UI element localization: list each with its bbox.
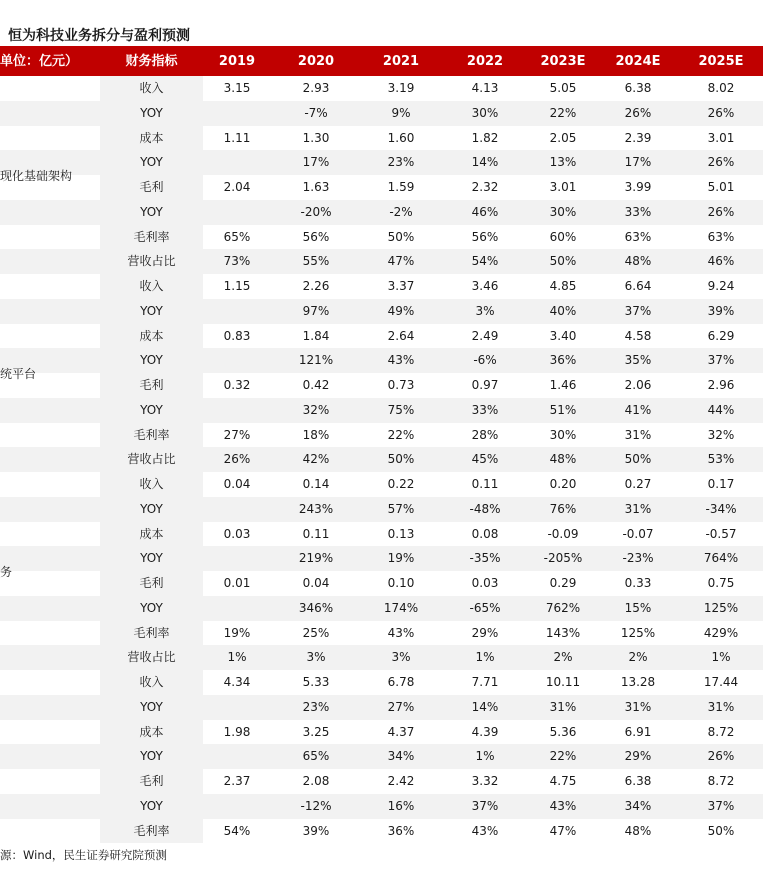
value-cell: -0.57 bbox=[705, 526, 737, 541]
value-cell: 10.11 bbox=[545, 675, 581, 689]
value-cell: 0.29 bbox=[549, 576, 577, 590]
value-cell: 0.04 bbox=[223, 477, 251, 491]
table-row bbox=[0, 398, 763, 423]
value-cell: 2.05 bbox=[549, 130, 577, 145]
year-header: 2023E bbox=[540, 54, 586, 69]
table-row bbox=[0, 819, 763, 844]
value-cell: 4.85 bbox=[549, 279, 577, 293]
value-cell: 50% bbox=[707, 823, 735, 838]
value-cell: 14% bbox=[471, 155, 499, 170]
value-cell: 3% bbox=[475, 303, 495, 318]
table-row bbox=[0, 126, 763, 151]
metric-cell: 毛利率 bbox=[100, 621, 203, 646]
value-cell: 4.75 bbox=[549, 774, 577, 788]
value-cell: 47% bbox=[549, 823, 577, 838]
table-row bbox=[0, 348, 763, 373]
value-cell: 22% bbox=[549, 105, 577, 120]
value-cell: 0.32 bbox=[223, 378, 251, 392]
value-cell: 3.25 bbox=[302, 724, 330, 739]
value-cell: -7% bbox=[304, 105, 328, 120]
value-cell: 0.11 bbox=[471, 477, 499, 491]
value-cell: 125% bbox=[703, 600, 739, 615]
value-cell: 33% bbox=[624, 204, 652, 219]
table-row bbox=[0, 423, 763, 448]
metric-cell: 成本 bbox=[100, 720, 203, 745]
value-cell: -34% bbox=[705, 501, 737, 516]
value-cell: 31% bbox=[624, 501, 652, 516]
value-cell: 17% bbox=[624, 155, 652, 170]
metric-cell: 营收占比 bbox=[100, 645, 203, 670]
value-cell: 54% bbox=[471, 254, 499, 269]
table-row bbox=[0, 645, 763, 670]
value-cell: 3% bbox=[391, 650, 411, 665]
year-header: 2025E bbox=[698, 54, 744, 69]
value-cell: 0.42 bbox=[302, 378, 330, 392]
value-cell: 0.03 bbox=[471, 576, 499, 590]
metric-cell: YOY bbox=[100, 348, 203, 373]
value-cell: 19% bbox=[223, 625, 251, 640]
value-cell: 15% bbox=[624, 600, 652, 615]
value-cell: 2.64 bbox=[387, 328, 415, 343]
value-cell: 32% bbox=[302, 402, 330, 417]
table-row bbox=[0, 299, 763, 324]
value-cell: 0.08 bbox=[471, 526, 499, 541]
value-cell: 2% bbox=[553, 650, 573, 665]
value-cell: 23% bbox=[302, 699, 330, 714]
value-cell: 0.33 bbox=[624, 576, 652, 590]
year-header: 2021 bbox=[382, 54, 420, 69]
value-cell: 3.37 bbox=[387, 279, 415, 293]
value-cell: 56% bbox=[302, 229, 330, 244]
value-cell: 46% bbox=[471, 204, 499, 219]
value-cell: 43% bbox=[387, 353, 415, 368]
value-cell: 762% bbox=[545, 600, 581, 615]
table-body bbox=[0, 76, 763, 843]
value-cell: 37% bbox=[707, 798, 735, 813]
value-cell: 0.83 bbox=[223, 328, 251, 343]
value-cell: 0.13 bbox=[387, 526, 415, 541]
value-cell: -48% bbox=[469, 501, 501, 516]
metric-header: 财务指标 bbox=[125, 54, 178, 69]
value-cell: -6% bbox=[473, 353, 497, 368]
value-cell: 3.01 bbox=[707, 130, 735, 145]
value-cell: -23% bbox=[622, 551, 654, 566]
value-cell: 30% bbox=[471, 105, 499, 120]
value-cell: 3.32 bbox=[471, 774, 499, 788]
value-cell: 31% bbox=[624, 699, 652, 714]
value-cell: 7.71 bbox=[471, 675, 499, 689]
value-cell: 5.05 bbox=[549, 81, 577, 95]
value-cell: 29% bbox=[624, 749, 652, 764]
value-cell: 0.11 bbox=[302, 526, 330, 541]
value-cell: 1.30 bbox=[302, 130, 330, 145]
value-cell: 764% bbox=[703, 551, 739, 566]
value-cell: 25% bbox=[302, 625, 330, 640]
value-cell: -2% bbox=[389, 204, 413, 219]
value-cell: 37% bbox=[707, 353, 735, 368]
table-row bbox=[0, 571, 763, 596]
value-cell: 76% bbox=[549, 501, 577, 516]
value-cell: 2.26 bbox=[302, 279, 330, 293]
value-cell: 0.17 bbox=[707, 477, 735, 491]
value-cell: 2.06 bbox=[624, 378, 652, 392]
value-cell: 31% bbox=[549, 699, 577, 714]
value-cell: 45% bbox=[471, 452, 499, 467]
value-cell: 1.60 bbox=[387, 130, 415, 145]
value-cell: 47% bbox=[387, 254, 415, 269]
metric-cell: 成本 bbox=[100, 126, 203, 151]
table-row bbox=[0, 695, 763, 720]
year-header: 2020 bbox=[297, 54, 335, 69]
value-cell: -35% bbox=[469, 551, 501, 566]
value-cell: 54% bbox=[223, 823, 251, 838]
table-row bbox=[0, 744, 763, 769]
value-cell: 43% bbox=[387, 625, 415, 640]
table-row bbox=[0, 373, 763, 398]
value-cell: -65% bbox=[469, 600, 501, 615]
value-cell: 26% bbox=[707, 105, 735, 120]
table-row bbox=[0, 522, 763, 547]
value-cell: 1.11 bbox=[223, 130, 251, 145]
value-cell: 6.64 bbox=[624, 279, 652, 293]
value-cell: 19% bbox=[387, 551, 415, 566]
value-cell: 9.24 bbox=[707, 279, 735, 293]
value-cell: 121% bbox=[298, 353, 334, 368]
value-cell: 48% bbox=[549, 452, 577, 467]
metric-cell: 毛利 bbox=[100, 571, 203, 596]
metric-cell: 毛利 bbox=[100, 373, 203, 398]
table-row bbox=[0, 101, 763, 126]
value-cell: 0.27 bbox=[624, 477, 652, 491]
value-cell: 34% bbox=[387, 749, 415, 764]
value-cell: 50% bbox=[549, 254, 577, 269]
value-cell: 17.44 bbox=[703, 675, 739, 689]
value-cell: 13.28 bbox=[620, 675, 656, 689]
value-cell: 6.38 bbox=[624, 774, 652, 788]
value-cell: 0.14 bbox=[302, 477, 330, 491]
metric-cell: YOY bbox=[100, 150, 203, 175]
forecast-table bbox=[0, 46, 763, 843]
value-cell: 2.08 bbox=[302, 774, 330, 788]
value-cell: 39% bbox=[302, 823, 330, 838]
value-cell: 0.10 bbox=[387, 576, 415, 590]
value-cell: 14% bbox=[471, 699, 499, 714]
value-cell: 33% bbox=[471, 402, 499, 417]
value-cell: 55% bbox=[302, 254, 330, 269]
value-cell: 3.01 bbox=[549, 180, 577, 194]
value-cell: 39% bbox=[707, 303, 735, 318]
value-cell: 42% bbox=[302, 452, 330, 467]
metric-cell: 收入 bbox=[100, 472, 203, 497]
value-cell: 65% bbox=[302, 749, 330, 764]
value-cell: 63% bbox=[707, 229, 735, 244]
metric-cell: YOY bbox=[100, 101, 203, 126]
value-cell: 4.37 bbox=[387, 724, 415, 739]
value-cell: 0.20 bbox=[549, 477, 577, 491]
year-header: 2024E bbox=[615, 54, 661, 69]
value-cell: 1.63 bbox=[302, 180, 330, 194]
value-cell: 6.38 bbox=[624, 81, 652, 95]
table-row bbox=[0, 670, 763, 695]
value-cell: 60% bbox=[549, 229, 577, 244]
value-cell: 13% bbox=[549, 155, 577, 170]
value-cell: 4.13 bbox=[471, 81, 499, 95]
value-cell: 17% bbox=[302, 155, 330, 170]
table-row bbox=[0, 175, 763, 200]
value-cell: 2.32 bbox=[471, 180, 499, 194]
value-cell: 50% bbox=[387, 452, 415, 467]
value-cell: 49% bbox=[387, 303, 415, 318]
value-cell: 26% bbox=[707, 749, 735, 764]
value-cell: 0.97 bbox=[471, 378, 499, 392]
year-header: 2022 bbox=[466, 54, 504, 69]
value-cell: 2.04 bbox=[223, 180, 251, 194]
metric-cell: 营收占比 bbox=[100, 447, 203, 472]
value-cell: 1.15 bbox=[223, 279, 251, 293]
value-cell: 37% bbox=[471, 798, 499, 813]
value-cell: 0.73 bbox=[387, 378, 415, 392]
segment-label: 统平台 bbox=[0, 367, 37, 381]
metric-cell: 成本 bbox=[100, 324, 203, 349]
value-cell: 8.02 bbox=[707, 81, 735, 95]
value-cell: 31% bbox=[624, 427, 652, 442]
value-cell: 32% bbox=[707, 427, 735, 442]
value-cell: 1% bbox=[711, 650, 731, 665]
value-cell: 63% bbox=[624, 229, 652, 244]
table-row bbox=[0, 225, 763, 250]
value-cell: 16% bbox=[387, 798, 415, 813]
value-cell: 2.37 bbox=[223, 774, 251, 788]
value-cell: 23% bbox=[387, 155, 415, 170]
value-cell: 1.82 bbox=[471, 130, 499, 145]
value-cell: 30% bbox=[549, 427, 577, 442]
value-cell: -12% bbox=[300, 798, 332, 813]
metric-cell: 毛利 bbox=[100, 175, 203, 200]
metric-cell: 营收占比 bbox=[100, 249, 203, 274]
value-cell: 75% bbox=[387, 402, 415, 417]
table-row bbox=[0, 274, 763, 299]
value-cell: 36% bbox=[549, 353, 577, 368]
year-header: 2019 bbox=[218, 54, 256, 69]
value-cell: 2% bbox=[628, 650, 648, 665]
value-cell: 46% bbox=[707, 254, 735, 269]
value-cell: -0.07 bbox=[622, 526, 654, 541]
value-cell: 26% bbox=[707, 155, 735, 170]
segment-label: 现化基础架构 bbox=[0, 169, 73, 183]
value-cell: 2.42 bbox=[387, 774, 415, 788]
value-cell: 31% bbox=[707, 699, 735, 714]
value-cell: 2.49 bbox=[471, 328, 499, 343]
value-cell: 4.39 bbox=[471, 724, 499, 739]
value-cell: 3.19 bbox=[387, 81, 415, 95]
value-cell: 0.01 bbox=[223, 576, 251, 590]
unit-header: 单位：亿元） bbox=[0, 54, 79, 69]
value-cell: 1.59 bbox=[387, 180, 415, 194]
value-cell: 219% bbox=[298, 551, 334, 566]
value-cell: 1% bbox=[475, 749, 495, 764]
value-cell: 3.46 bbox=[471, 279, 499, 293]
table-row bbox=[0, 249, 763, 274]
value-cell: 27% bbox=[387, 699, 415, 714]
metric-cell: 毛利 bbox=[100, 769, 203, 794]
value-cell: 3.99 bbox=[624, 180, 652, 194]
metric-cell: 毛利率 bbox=[100, 225, 203, 250]
table-row bbox=[0, 497, 763, 522]
segment-label: 务 bbox=[0, 565, 13, 579]
value-cell: 43% bbox=[471, 823, 499, 838]
value-cell: 37% bbox=[624, 303, 652, 318]
table-title: 恒为科技业务拆分与盈利预测 bbox=[8, 28, 190, 44]
value-cell: 2.96 bbox=[707, 378, 735, 392]
value-cell: 26% bbox=[707, 204, 735, 219]
value-cell: 18% bbox=[302, 427, 330, 442]
metric-cell: YOY bbox=[100, 546, 203, 571]
table-row bbox=[0, 472, 763, 497]
metric-cell: 成本 bbox=[100, 522, 203, 547]
value-cell: 35% bbox=[624, 353, 652, 368]
value-cell: -20% bbox=[300, 204, 332, 219]
metric-cell: YOY bbox=[100, 398, 203, 423]
table-row bbox=[0, 76, 763, 101]
value-cell: 50% bbox=[387, 229, 415, 244]
value-cell: 28% bbox=[471, 427, 499, 442]
value-cell: 5.36 bbox=[549, 724, 577, 739]
value-cell: 34% bbox=[624, 798, 652, 813]
value-cell: 1.46 bbox=[549, 378, 577, 392]
metric-cell: YOY bbox=[100, 299, 203, 324]
table-row bbox=[0, 447, 763, 472]
table-row bbox=[0, 794, 763, 819]
value-cell: 22% bbox=[549, 749, 577, 764]
value-cell: 30% bbox=[549, 204, 577, 219]
value-cell: 50% bbox=[624, 452, 652, 467]
value-cell: 1% bbox=[475, 650, 495, 665]
metric-cell: 收入 bbox=[100, 670, 203, 695]
value-cell: 73% bbox=[223, 254, 251, 269]
table-row bbox=[0, 150, 763, 175]
value-cell: 429% bbox=[703, 625, 739, 640]
metric-cell: 毛利率 bbox=[100, 423, 203, 448]
metric-cell: YOY bbox=[100, 596, 203, 621]
value-cell: -0.09 bbox=[547, 526, 579, 541]
metric-cell: 收入 bbox=[100, 274, 203, 299]
value-cell: 48% bbox=[624, 254, 652, 269]
value-cell: 65% bbox=[223, 229, 251, 244]
value-cell: 36% bbox=[387, 823, 415, 838]
value-cell: 8.72 bbox=[707, 724, 735, 739]
value-cell: 4.34 bbox=[223, 675, 251, 689]
value-cell: 43% bbox=[549, 798, 577, 813]
value-cell: 0.75 bbox=[707, 576, 735, 590]
table-header-row bbox=[0, 47, 763, 76]
table-row bbox=[0, 596, 763, 621]
value-cell: 1.84 bbox=[302, 328, 330, 343]
value-cell: 8.72 bbox=[707, 774, 735, 788]
value-cell: 2.93 bbox=[302, 81, 330, 95]
value-cell: 53% bbox=[707, 452, 735, 467]
value-cell: 29% bbox=[471, 625, 499, 640]
table-row bbox=[0, 720, 763, 745]
value-cell: 0.03 bbox=[223, 526, 251, 541]
value-cell: 0.22 bbox=[387, 477, 415, 491]
value-cell: 6.91 bbox=[624, 724, 652, 739]
value-cell: 5.33 bbox=[302, 675, 330, 689]
metric-cell: 毛利率 bbox=[100, 819, 203, 844]
value-cell: 4.58 bbox=[624, 328, 652, 343]
value-cell: 125% bbox=[620, 625, 656, 640]
value-cell: 3% bbox=[306, 650, 326, 665]
value-cell: 97% bbox=[302, 303, 330, 318]
table-row bbox=[0, 621, 763, 646]
table-row bbox=[0, 324, 763, 349]
table-row bbox=[0, 200, 763, 225]
value-cell: 1% bbox=[227, 650, 247, 665]
table-row bbox=[0, 546, 763, 571]
metric-cell: YOY bbox=[100, 200, 203, 225]
value-cell: 26% bbox=[624, 105, 652, 120]
value-cell: 5.01 bbox=[707, 180, 735, 194]
value-cell: 57% bbox=[387, 501, 415, 516]
value-cell: 26% bbox=[223, 452, 251, 467]
source-note: 源：Wind，民生证券研究院预测 bbox=[0, 848, 167, 862]
value-cell: 51% bbox=[549, 402, 577, 417]
metric-cell: 收入 bbox=[100, 76, 203, 101]
value-cell: 174% bbox=[383, 600, 419, 615]
value-cell: 27% bbox=[223, 427, 251, 442]
table-row bbox=[0, 769, 763, 794]
value-cell: 3.40 bbox=[549, 328, 577, 343]
value-cell: 6.29 bbox=[707, 328, 735, 343]
metric-cell: YOY bbox=[100, 794, 203, 819]
value-cell: 3.15 bbox=[223, 81, 251, 95]
value-cell: 2.39 bbox=[624, 130, 652, 145]
value-cell: 0.04 bbox=[302, 576, 330, 590]
value-cell: 22% bbox=[387, 427, 415, 442]
value-cell: 56% bbox=[471, 229, 499, 244]
value-cell: 346% bbox=[298, 600, 334, 615]
value-cell: 48% bbox=[624, 823, 652, 838]
metric-cell: YOY bbox=[100, 744, 203, 769]
value-cell: 1.98 bbox=[223, 724, 251, 739]
value-cell: 143% bbox=[545, 625, 581, 640]
value-cell: 6.78 bbox=[387, 675, 415, 689]
metric-cell: YOY bbox=[100, 695, 203, 720]
value-cell: 243% bbox=[298, 501, 334, 516]
value-cell: -205% bbox=[543, 551, 583, 566]
value-cell: 40% bbox=[549, 303, 577, 318]
metric-cell: YOY bbox=[100, 497, 203, 522]
value-cell: 9% bbox=[391, 105, 411, 120]
value-cell: 41% bbox=[624, 402, 652, 417]
value-cell: 44% bbox=[707, 402, 735, 417]
